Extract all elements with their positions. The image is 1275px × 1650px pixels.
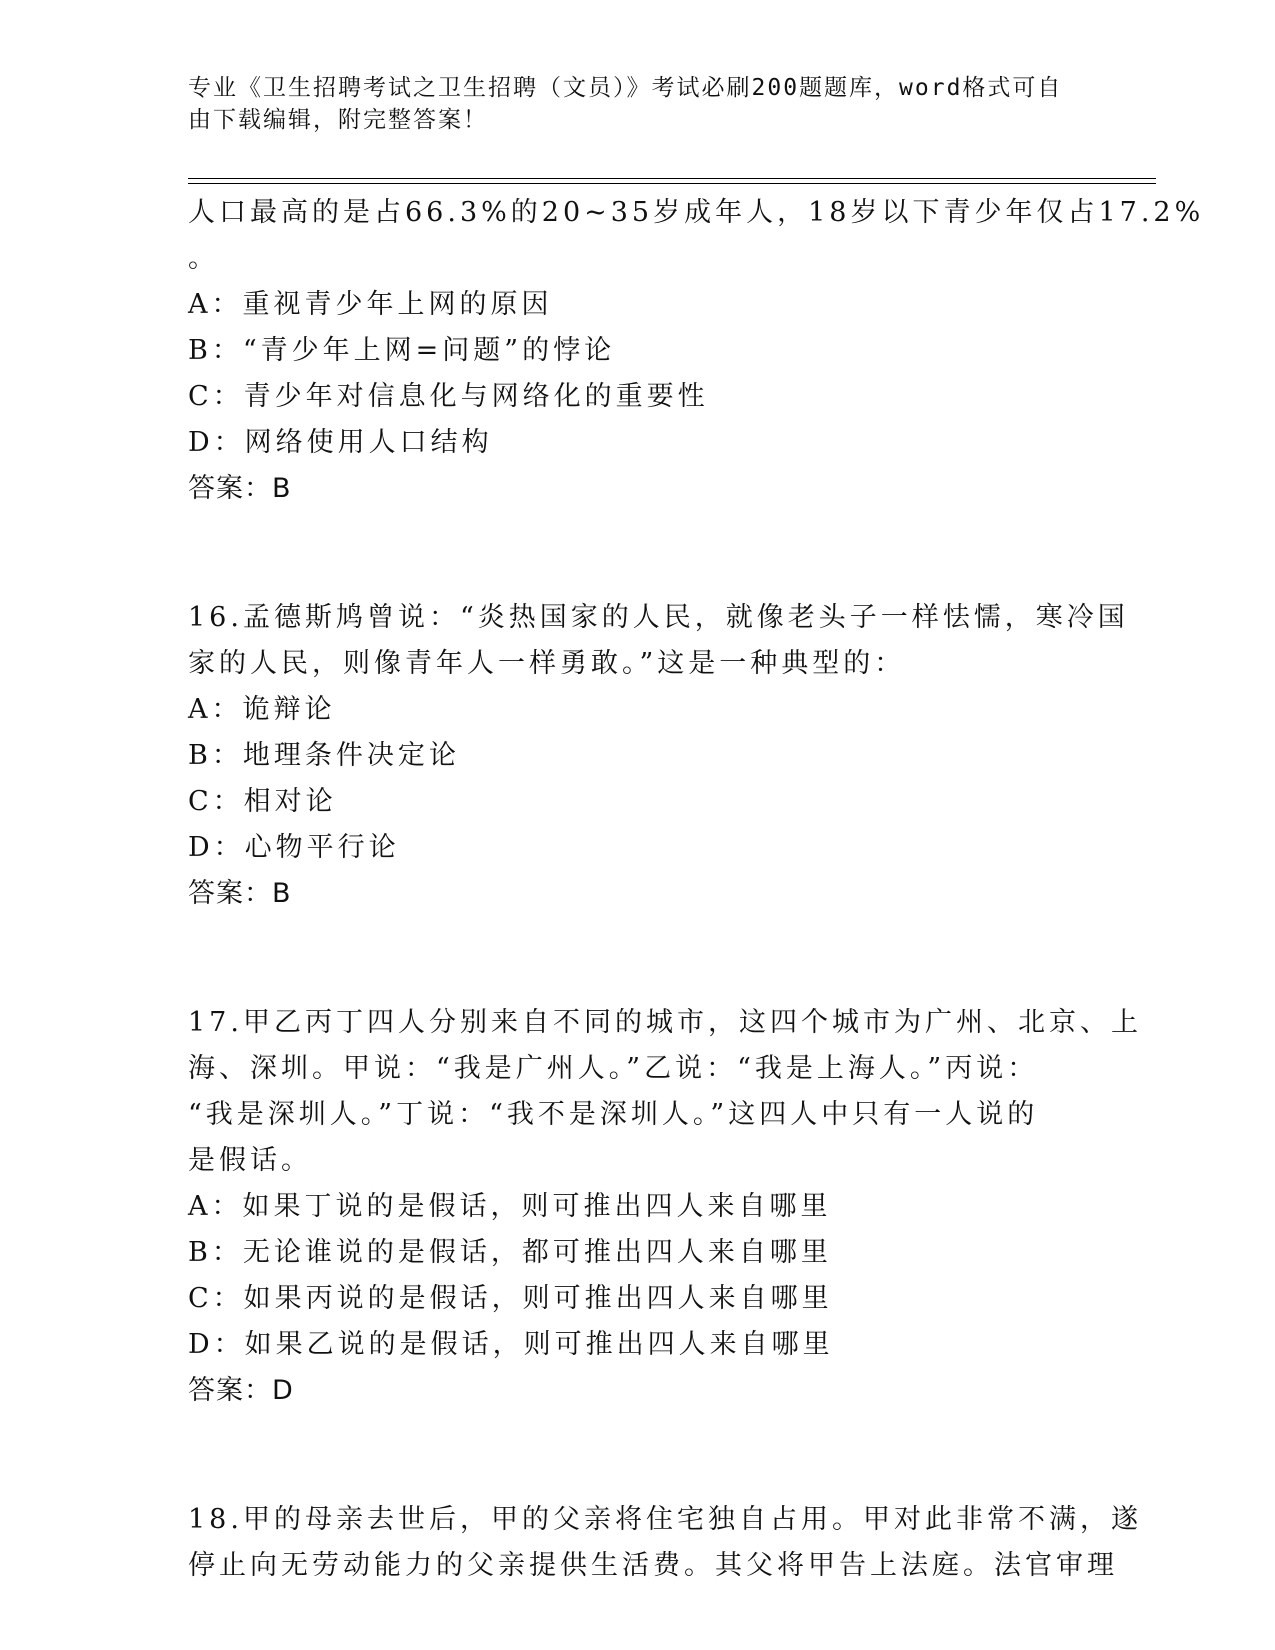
option-c: C：相对论 <box>188 786 337 817</box>
question-15 <box>188 190 1205 512</box>
option-d: D：如果乙说的是假话，则可推出四人来自哪里 <box>188 1329 834 1360</box>
document-header <box>188 72 1088 136</box>
question-stem-line: 16.孟德斯鸠曾说：“炎热国家的人民，就像老头子一样怯懦，寒冷国 <box>188 602 1129 633</box>
spacer <box>188 1414 1088 1497</box>
option-c: C：如果丙说的是假话，则可推出四人来自哪里 <box>188 1283 833 1314</box>
question-stem-line: 家的人民，则像青年人一样勇敢。”这是一种典型的： <box>188 648 906 679</box>
option-b: B：“青少年上网=问题”的悖论 <box>188 335 616 366</box>
option-d: D：网络使用人口结构 <box>188 427 493 458</box>
option-a: A：重视青少年上网的原因 <box>188 289 553 320</box>
answer-line: 答案：B <box>188 878 292 909</box>
question-stem-line: 人口最高的是占66.3%的20~35岁成年人，18岁以下青少年仅占17.2% <box>188 197 1205 228</box>
question-stem-line: “我是深圳人。”丁说：“我不是深圳人。”这四人中只有一人说的 <box>188 1099 1039 1130</box>
header-line-2: 由下载编辑，附完整答案！ <box>188 107 488 133</box>
question-stem-line: 。 <box>188 243 219 274</box>
answer-line: 答案：B <box>188 473 292 504</box>
question-17 <box>188 1000 1142 1414</box>
header-rule-top <box>188 178 1156 179</box>
question-stem-line: 18.甲的母亲去世后，甲的父亲将住宅独自占用。甲对此非常不满，遂 <box>188 1504 1142 1535</box>
question-stem-line: 17.甲乙丙丁四人分别来自不同的城市，这四个城市为广州、北京、上 <box>188 1007 1142 1038</box>
option-a: A：诡辩论 <box>188 694 336 725</box>
header-line-1: 专业《卫生招聘考试之卫生招聘（文员）》考试必刷200题题库，word格式可自 <box>188 75 1063 101</box>
option-b: B：地理条件决定论 <box>188 740 460 771</box>
option-d: D：心物平行论 <box>188 832 400 863</box>
spacer <box>188 917 1088 1000</box>
answer-line: 答案：D <box>188 1375 294 1406</box>
spacer <box>188 512 1088 595</box>
question-stem-line: 停止向无劳动能力的父亲提供生活费。其父将甲告上法庭。法官审理 <box>188 1550 1118 1581</box>
document-body <box>188 190 1205 1589</box>
option-a: A：如果丁说的是假话，则可推出四人来自哪里 <box>188 1191 832 1222</box>
header-rule-bottom <box>188 183 1156 184</box>
question-16 <box>188 595 1129 917</box>
question-stem-line: 海、深圳。甲说：“我是广州人。”乙说：“我是上海人。”丙说： <box>188 1053 1039 1084</box>
option-b: B：无论谁说的是假话，都可推出四人来自哪里 <box>188 1237 832 1268</box>
question-stem-line: 是假话。 <box>188 1145 312 1176</box>
option-c: C：青少年对信息化与网络化的重要性 <box>188 381 709 412</box>
question-18 <box>188 1497 1142 1589</box>
